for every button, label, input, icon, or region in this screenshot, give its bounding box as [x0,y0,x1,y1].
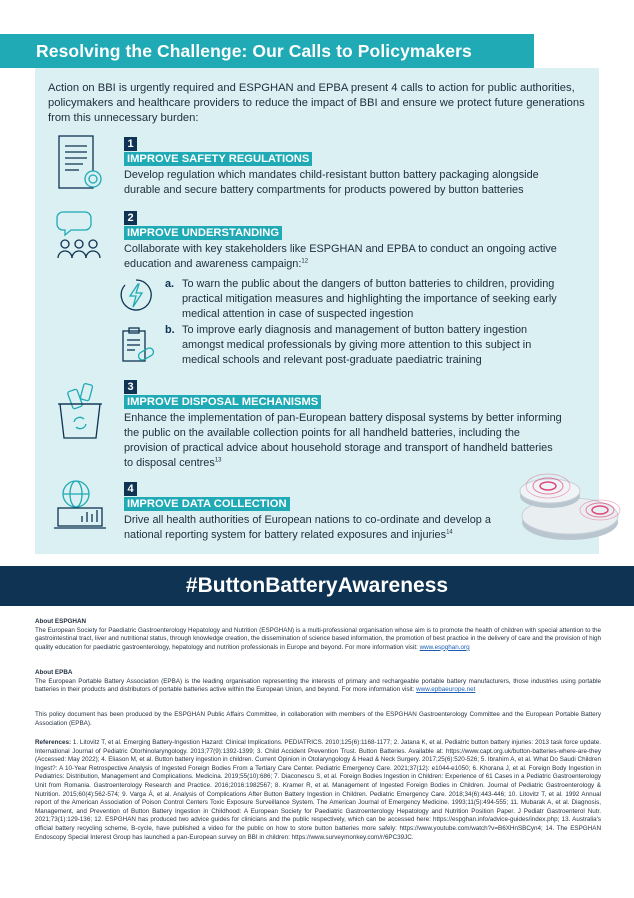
produced-by: This policy document has been produced by the ESPGHAN Public Affairs Committee, in collaboration with members of the ESPGHAN Gastroenterology Committee and the European Portable Battery Association (EPBA). [35,711,601,727]
call-1-heading: IMPROVE SAFETY REGULATIONS [124,152,312,166]
sub-b-letter: b. [165,324,175,336]
call-1-text: Develop regulation which mandates child-resistant button battery packaging alongside durable and secure battery compartments for products powered by button batteries [124,169,539,196]
sub-a-text: To warn the public about the dangers of button batteries to children, providing practical mitigation measures and highlighting the importance of seeking early medical attention in case of suspected ingestion [182,278,557,320]
hashtag-bar [0,566,634,606]
call-4-number: 4 [124,482,137,496]
call-2-text [124,242,564,272]
document-badge-icon [57,133,103,198]
call-2-heading: IMPROVE UNDERSTANDING [124,226,282,240]
references [35,739,601,842]
about-epba [35,669,601,695]
lightning-circle-icon [118,277,154,318]
epba-link[interactable]: www.epbaeurope.net [416,686,476,694]
call-1-number: 1 [124,137,137,151]
about-epba-heading: About EPBA [35,669,73,676]
references-text: 1. Litovitz T, et al. Emerging Battery-Ingestion Hazard: Clinical Implications. PEDIATRICS. 2010;125(6):1168-1177; 2. Jatana K, et al. Pediatric button battery injuries: 2013 task force update. International Journal of Pediatric Otorhinolaryngology. 2013;77(9):1392-1399; 3. Child Accident Prevention Trust. Button Batteries. Available at: https://www.capt.org.uk/button-batteries-where-are-they (Accessed: May 2022); 4. Eliason M, et al. Button battery ingestion in children. Current Opinion in Otolaryngology & Head & Neck Surgery. 2017;25(6):520-526; 5. Ibrahim A, et al. What Do Saudi Children Ingest?: A 10-Year Retrospective Analysis of Ingested Foreign Bodies From a Tertiary Care Center. Pediatric Emergency Care. 2021;37(12): e1044-e1050; 6. Khorana J, et al. Foreign Body Ingestion in Pediatrics: Distribution, Management and Complications. Medicina. 2019;55(10):686; 7. Diaconescu S, et al. Foreign Bodies Ingestion in Children: Experience of 61 Cases in a Pediatric Gastroenterology Unit from Romania. Gastroenterology Research and Practice. 2016;2016:1982567; 8. Kramer R, et al. Management of Ingested Foreign Bodies in Children. Journal of Pediatric Gastroenterology & Nutrition. 2015;60(4):562-574; 9. Varga Á, et al. Analysis of Complications After Button Battery Ingestion in Children. Pediatric Emergency Care. 2018;34(6):443-446; 10. Litovitz T, et al. 1992 Annual report of the American Association of Poison Control Centers Toxic Exposure Surveillance System. The American Journal of Emergency Medicine. 1993;11(5):494-555; 11. Mubarak A, et al. Diagnosis, Management, and Prevention of Button Battery Ingestion in Childhood: A European Society for Paediatric Gastroenterology Hepatology and Nutrition Position Paper. J Pediatr Gastroenterol Nutr. 2021;73(1):129-136; 12. ESPGHAN has produced two advice guides for clinicians and the public respectively, which can be accessed here: https://espghan.info/advice-guides/index.php; 13. Australia's official battery recycling scheme, B-cycle, have published a video for the public on how to store button batteries more safely: https://www.youtube.com/watch?v=B6XHnSBCyn4; 14. The ESPGHAN Endoscopy Special Interest Group has launched a pan-European survey on BBI in children: https://www.surveymonkey.com/r/6PC39JC. [35,739,601,841]
clipboard-pill-icon [120,326,158,371]
references-label: References: [35,739,72,746]
call-3-ref: 13 [214,457,222,464]
about-epba-text: The European Portable Battery Association (EPBA) is the leading organisation representing the interests of primary and rechargeable portable battery manufacturers, those industries using portable batteries in their products and distributors of portable batteries active within the European Union, and beyond. For more information visit: [35,677,601,694]
call-3-text [124,411,564,471]
call-2-number: 2 [124,211,137,225]
call-4-ref: 14 [446,529,453,536]
about-espghan-text: The European Society for Paediatric Gastroenterology Hepatology and Nutrition (ESPGHAN) is a multi-professional organisation whose aim is to promote the health of children with special attention to the gastrointestinal tract, liver and nutritional status, through knowledge creation, the dissemination of science based information, the promotion of best practice in the delivery of care and the provision of high quality education for paediatric gastroenterology, hepatology and nutrition professionals in Europe and beyond. For more information visit: [35,626,601,651]
call-3-heading: IMPROVE DISPOSAL MECHANISMS [124,395,321,409]
people-speech-icon [55,208,107,269]
globe-chart-icon [52,478,108,537]
title-bar [0,34,534,68]
call-4-text-content: Drive all health authorities of European nations to co-ordinate and develop a national reporting system for battery related exposures and injuries [124,514,491,541]
button-battery-illustration [508,456,634,553]
call-3-text-content: Enhance the implementation of pan-European battery disposal systems by better informing the public on the available collection points for all handheld batteries, including the provision of practical advice about household storage and transport of handheld batteries to disposal centres [124,412,562,469]
call-2-text-content: Collaborate with key stakeholders like ESPGHAN and EPBA to conduct an ongoing active education and awareness campaign: [124,243,557,270]
about-espghan [35,618,601,652]
call-3-number: 3 [124,380,137,394]
intro-text: Action on BBI is urgently required and ESPGHAN and EPBA present 4 calls to action for public authorities, policymakers and healthcare providers to reduce the impact of BBI and ensure we protect future generations from this unnecessary burden: [48,82,585,125]
call-2-ref: 12 [301,258,309,265]
sub-a-letter: a. [165,278,175,290]
call-4-text [124,513,514,543]
about-espghan-heading: About ESPGHAN [35,618,87,625]
hashtag-text: #ButtonBatteryAwareness [185,574,449,597]
sub-b-text: To improve early diagnosis and management of button battery ingestion amongst medical professionals by giving more attention to this subject in medical schools and relevant post-graduate paediatric training [182,324,532,366]
call-4-heading: IMPROVE DATA COLLECTION [124,497,290,511]
battery-recycle-bin-icon [56,380,106,447]
espghan-link[interactable]: www.espghan.org [419,643,470,651]
page-title: Resolving the Challenge: Our Calls to Policymakers [36,41,472,61]
